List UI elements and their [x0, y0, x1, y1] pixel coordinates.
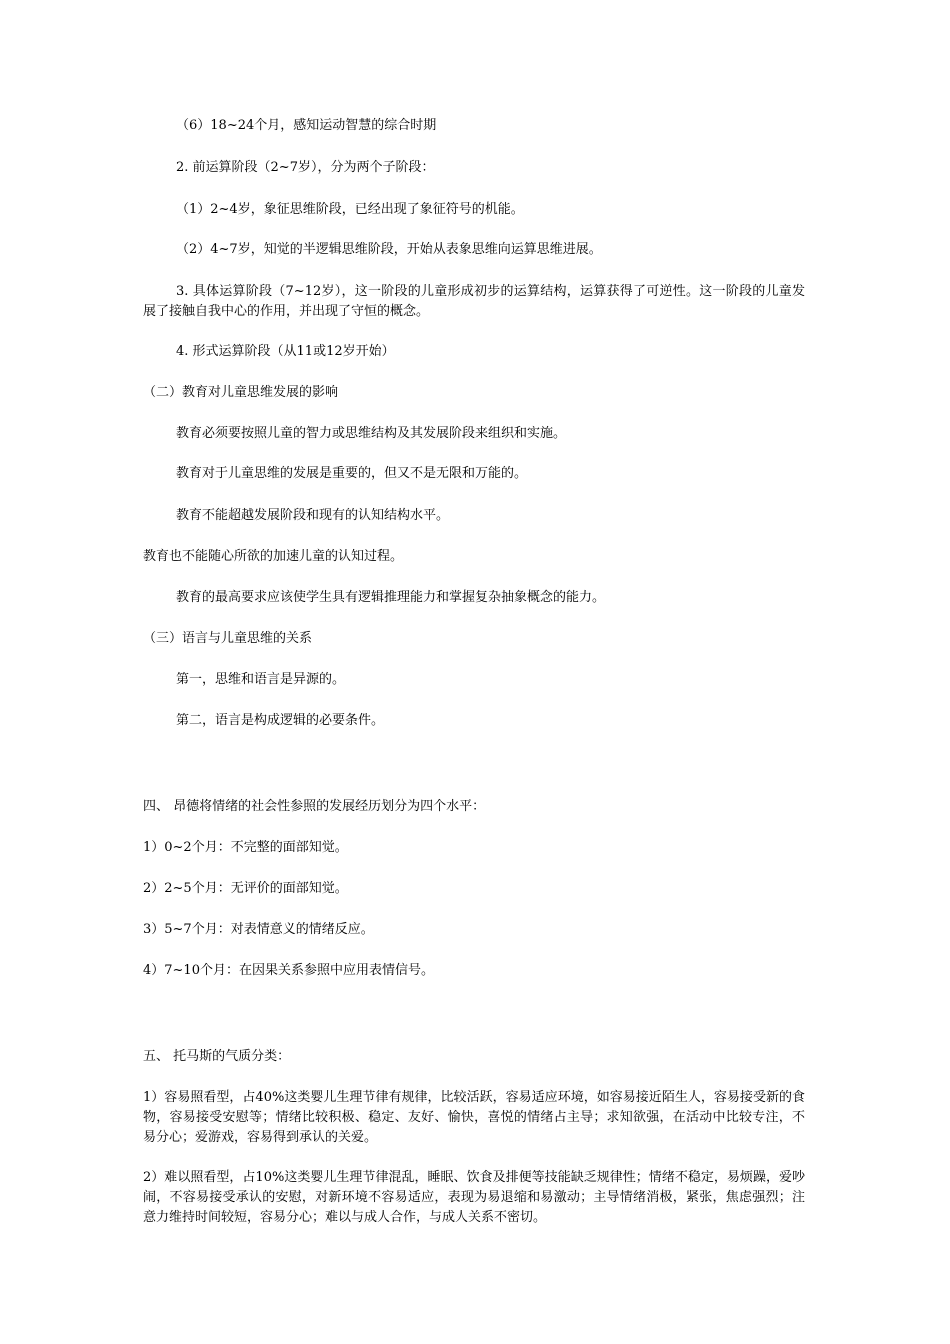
- education-heading: （二）教育对儿童思维发展的影响: [143, 385, 339, 400]
- thomas-temperament-item: 2）难以照看型，占10%这类婴儿生理节律混乱，睡眠、饮食及排便等技能缺乏规律性；情绪不稳定，易烦躁，爱吵闹，不容易接受承认的安慰，对新环境不容易适应，表现为易退缩和易激动；主导情绪消极，紧张，焦虑强烈；注意力维持时间较短，容易分心；难以与成人合作，与成人关系不密切。: [143, 1170, 805, 1225]
- stage3-paragraph: 3. 具体运算阶段（7~12岁），这一阶段的儿童形成初步的运算结构，运算获得了可逆性。这一阶段的儿童发展了接触自我中心的作用，并出现了守恒的概念。: [143, 284, 805, 319]
- education-paragraph-1: 教育必须要按照儿童的智力或思维结构及其发展阶段来组织和实施。: [176, 426, 567, 441]
- emde-level-item: 1）0~2个月：不完整的面部知觉。: [143, 840, 348, 855]
- stage4-heading: 4. 形式运算阶段（从11或12岁开始）: [176, 344, 395, 359]
- stage2-subitem-1: （1）2~4岁，象征思维阶段，已经出现了象征符号的机能。: [176, 202, 524, 217]
- thomas-heading: 五、 托马斯的气质分类：: [143, 1049, 291, 1064]
- education-paragraph-3: 教育不能超越发展阶段和现有的认知结构水平。: [176, 508, 450, 523]
- language-paragraph-2: 第二，语言是构成逻辑的必要条件。: [176, 713, 385, 728]
- education-paragraph-4: 教育也不能随心所欲的加速儿童的认知过程。: [143, 549, 404, 564]
- language-heading: （三）语言与儿童思维的关系: [143, 631, 313, 646]
- emde-heading: 四、 昂德将情绪的社会性参照的发展经历划分为四个水平：: [143, 799, 486, 814]
- stage2-heading: 2. 前运算阶段（2~7岁），分为两个子阶段：: [176, 160, 435, 175]
- language-paragraph-1: 第一，思维和语言是异源的。: [176, 672, 346, 687]
- emde-level-item: 4）7~10个月：在因果关系参照中应用表情信号。: [143, 963, 434, 978]
- education-paragraph-5: 教育的最高要求应该使学生具有逻辑推理能力和掌握复杂抽象概念的能力。: [176, 590, 606, 605]
- emde-level-item: 2）2~5个月：无评价的面部知觉。: [143, 881, 348, 896]
- emde-level-item: 3）5~7个月：对表情意义的情绪反应。: [143, 922, 374, 937]
- education-paragraph-2: 教育对于儿童思维的发展是重要的，但又不是无限和万能的。: [176, 466, 528, 481]
- sensorimotor-item-6: （6）18~24个月，感知运动智慧的综合时期: [176, 118, 437, 133]
- stage2-subitem-2: （2）4~7岁，知觉的半逻辑思维阶段，开始从表象思维向运算思维进展。: [176, 242, 602, 257]
- thomas-temperament-item: 1）容易照看型，占40%这类婴儿生理节律有规律，比较活跃，容易适应环境，如容易接近陌生人，容易接受新的食物，容易接受安慰等；情绪比较积极、稳定、友好、愉快，喜悦的情绪占主导；求知欲强，在活动中比较专注，不易分心；爱游戏，容易得到承认的关爱。: [143, 1090, 805, 1145]
